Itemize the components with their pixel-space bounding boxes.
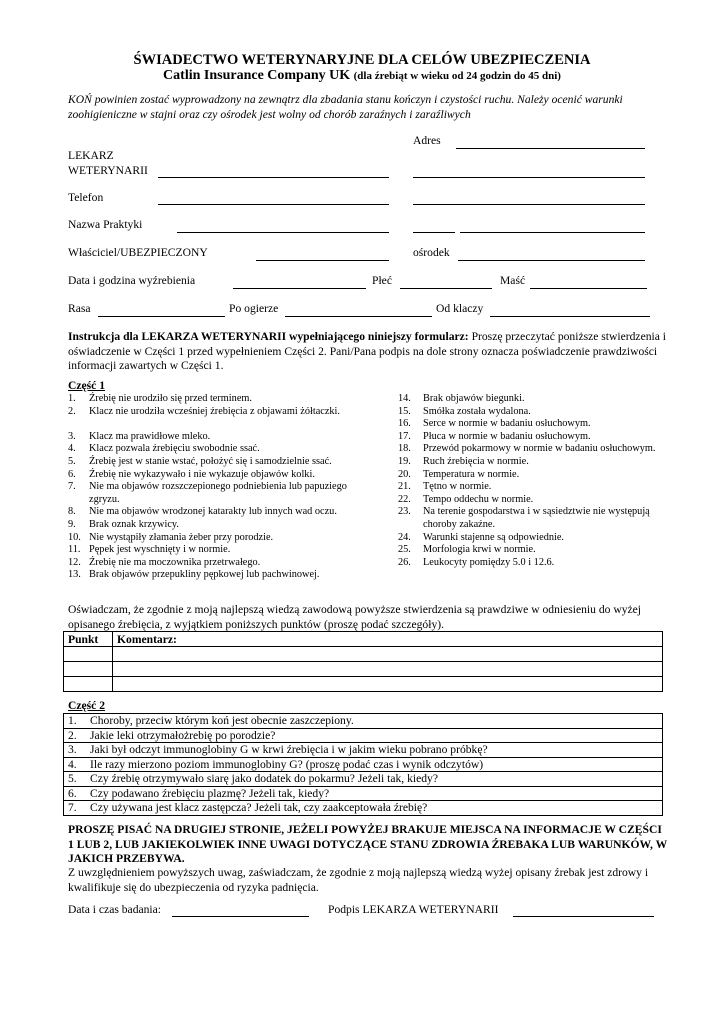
signature-field[interactable] [513, 916, 654, 917]
item-text: Brak oznak krzywicy. [89, 519, 179, 530]
part2-heading: Część 2 [68, 699, 106, 712]
part2-questions-table [63, 713, 663, 816]
list-item [68, 481, 368, 506]
item-text: Tętno w normie. [423, 481, 492, 493]
instruction-text [68, 330, 668, 374]
list-item [68, 406, 368, 419]
list-item [68, 393, 368, 406]
table-row [64, 757, 663, 772]
breed-field[interactable] [98, 316, 225, 317]
list-item [398, 418, 678, 431]
list-item [68, 557, 368, 570]
item-text: Nie wystąpiły złamania żeber przy porodzie. [89, 531, 274, 543]
item-number: 10. [68, 531, 81, 543]
item-number: 15. [398, 405, 411, 417]
table-row [64, 743, 663, 758]
foaling-field[interactable] [233, 288, 366, 289]
question-cell[interactable] [64, 757, 663, 772]
footer-notice: PROSZĘ PISAĆ NA DRUGIEJ STRONIE, JEŻELI POWYŻEJ BRAKUJE MIEJSCA NA INFORMACJE W CZĘŚCI 1 LUB 2, LUB JAKIEKOLWIEK INNE UWAGI DOTYCZĄCE STANU ZDROWIA ŹREBAKA LUB WARUNKÓW, W JAKICH PRZEBYWA. [68, 823, 668, 865]
item-text: Temperatura w normie. [423, 468, 520, 480]
item-number: 22. [398, 493, 411, 505]
item-text: Źrebię nie wykazywało i nie wykazuje objawów kolki. [89, 468, 315, 480]
item-text: Na terenie gospodarstwa i w sąsiedztwie nie występują choroby zakaźne. [423, 506, 650, 530]
list-item [398, 456, 678, 469]
practice-label: Nazwa Praktyki [68, 218, 143, 231]
list-item [398, 406, 678, 419]
comment-cell[interactable] [113, 662, 663, 677]
part1-heading: Część 1 [68, 379, 106, 392]
signature-label: Podpis LEKARZA WETERYNARII [328, 903, 499, 916]
question-text: Choroby, przeciw którym koń jest obecnie zaszczepiony. [90, 714, 354, 728]
item-number: 16. [398, 418, 411, 430]
question-number: 3. [68, 743, 77, 757]
list-item [68, 456, 368, 469]
item-number: 18. [398, 443, 411, 455]
list-item [398, 557, 678, 570]
item-text: Klacz nie urodziła wcześniej źrebięcia z objawami żółtaczki. [89, 405, 340, 417]
item-number: 2. [68, 405, 76, 417]
item-text: Przewód pokarmowy w normie w badaniu osłuchowym. [423, 443, 656, 455]
question-cell[interactable] [64, 714, 663, 729]
item-text: Tempo oddechu w normie. [423, 493, 534, 505]
item-number: 14. [398, 393, 411, 404]
question-number: 5. [68, 772, 77, 786]
question-text: Jaki był odczyt immunoglobiny G w krwi źrebięcia i w jakim wieku pobrano próbkę? [90, 743, 488, 757]
list-item [398, 494, 678, 507]
sire-field[interactable] [285, 316, 432, 317]
address-field-4a[interactable] [413, 232, 455, 233]
company-name: Catlin Insurance Company UK [163, 68, 351, 83]
item-text: Klacz pozwala źrebięciu swobodnie ssać. [89, 443, 260, 455]
question-cell[interactable] [64, 786, 663, 801]
table-row [64, 647, 663, 662]
col-point-header: Punkt [64, 632, 113, 647]
item-number: 21. [398, 481, 411, 493]
list-item [398, 506, 678, 531]
question-text: Jakie leki otrzymałożrebię po porodzie? [90, 728, 276, 742]
address-field-3[interactable] [413, 204, 645, 205]
item-number: 1. [68, 393, 76, 404]
item-text: Pępek jest wyschnięty i w normie. [89, 544, 231, 556]
question-number: 6. [68, 786, 77, 800]
table-row [64, 714, 663, 729]
sire-label: Po ogierze [229, 302, 279, 315]
breed-label: Rasa [68, 302, 91, 315]
item-number: 12. [68, 556, 81, 568]
address-label: Adres [413, 134, 441, 147]
question-text: Ile razy mierzono poziom immunoglobiny G? (proszę podać czas i wynik odczytów) [90, 757, 484, 771]
vet-label-line1: LEKARZ [68, 149, 114, 162]
address-field-4b[interactable] [460, 232, 645, 233]
list-item [398, 443, 678, 456]
foaling-label: Data i godzina wyźrebienia [68, 274, 196, 287]
list-item [68, 519, 368, 532]
table-row [64, 772, 663, 787]
question-cell[interactable] [64, 728, 663, 743]
color-field[interactable] [530, 288, 647, 289]
list-item [398, 431, 678, 444]
point-cell[interactable] [64, 677, 113, 692]
item-number: 3. [68, 430, 76, 442]
phone-field[interactable] [158, 204, 389, 205]
list-item [398, 393, 678, 406]
list-item [398, 544, 678, 557]
item-number: 6. [68, 468, 76, 480]
list-item [398, 469, 678, 482]
item-number: 4. [68, 443, 76, 455]
color-label: Maść [500, 274, 526, 287]
item-text: Morfologia krwi w normie. [423, 544, 536, 556]
address-field[interactable] [456, 148, 645, 149]
part1-declaration: Oświadczam, że zgodnie z moją najlepszą wiedzą zawodową powyższe stwierdzenia są prawdziwe w odniesieniu do wyżej opisanego źrebięcia, z wyjątkiem poniższych punktów (proszę podać szczegóły). [68, 603, 642, 631]
table-row [64, 801, 663, 816]
exam-date-field[interactable] [172, 916, 309, 917]
table-row [64, 677, 663, 692]
item-text: Leukocyty pomiędzy 5.0 i 12.6. [423, 556, 555, 568]
question-text: Czy używana jest klacz zastępcza? Jeżeli tak, czy zaakceptowała źrebię? [90, 801, 428, 815]
table-row [64, 728, 663, 743]
instruction-body: Proszę przeczytać poniższe stwierdzenia i oświadczenie w Części 1 przed wypełnieniem Części 2. Pani/Pana podpis na dole strony oznacza poświadczenie prawdziwości informacji zawartych w Części 1. [68, 330, 666, 372]
phone-label: Telefon [68, 191, 104, 204]
list-item [398, 481, 678, 494]
list-item [68, 544, 368, 557]
table-row [64, 786, 663, 801]
vet-label-line2: WETERYNARII [68, 164, 148, 177]
item-text: Nie ma objawów rozszczepionego podniebienia lub papuziego zgryzu. [89, 481, 347, 505]
comment-cell[interactable] [113, 647, 663, 662]
item-text: Płuca w normie w badaniu osłuchowym. [423, 430, 591, 442]
center-field[interactable] [458, 260, 645, 261]
list-item [68, 506, 368, 519]
list-item [68, 431, 368, 444]
item-number: 26. [398, 556, 411, 568]
list-item [68, 532, 368, 545]
item-text: Ruch źrebięcia w normie. [423, 456, 529, 467]
document-subtitle [0, 68, 724, 84]
item-number: 11. [68, 544, 81, 556]
col-comment-header: Komentarz: [113, 632, 663, 647]
item-text: Klacz ma prawidłowe mleko. [89, 430, 211, 442]
list-item [68, 469, 368, 482]
dam-label: Od klaczy [436, 302, 484, 315]
item-number: 17. [398, 430, 411, 442]
question-cell[interactable] [64, 743, 663, 758]
item-text: Źrebię jest w stanie wstać, położyć się i samodzielnie ssać. [89, 456, 332, 467]
point-cell[interactable] [64, 662, 113, 677]
center-label: ośrodek [413, 246, 450, 259]
table-row [64, 662, 663, 677]
item-number: 25. [398, 544, 411, 556]
document-title: ŚWIADECTWO WETERYNARYJNE DLA CELÓW UBEZPIECZENIA [133, 52, 591, 68]
item-text: Brak objawów przepukliny pępkowej lub pachwinowej. [89, 569, 320, 581]
footer-statement: Z uwzględnieniem powyższych uwag, zaświadczam, że zgodnie z moją najlepszą wiedzą wyżej opisany źrebak jest zdrowy i kwalifikuje się do ubezpieczenia od ryzyka padnięcia. [68, 866, 649, 894]
instruction-bold: Instrukcja dla LEKARZA WETERYNARII wypełniającego niniejszy formularz: [68, 330, 469, 343]
item-text: Warunki stajenne są odpowiednie. [423, 531, 564, 543]
exam-date-label: Data i czas badania: [68, 903, 162, 916]
item-number: 8. [68, 506, 76, 518]
item-text: Serce w normie w badaniu osłuchowym. [423, 418, 591, 430]
item-number: 13. [68, 569, 81, 581]
question-text: Czy źrebię otrzymywało siarę jako dodatek do pokarmu? Jeżeli tak, kiedy? [90, 772, 439, 786]
question-number: 2. [68, 728, 77, 742]
item-number: 9. [68, 519, 76, 530]
item-number: 7. [68, 481, 76, 493]
list-item [398, 532, 678, 545]
point-cell[interactable] [64, 647, 113, 662]
question-number: 1. [68, 714, 77, 728]
item-number: 24. [398, 531, 411, 543]
intro-text: KOŃ powinien zostać wyprowadzony na zewnątrz dla zbadania stanu kończyn i czystości ruchu. Należy ocenić warunki zoohigieniczne w stajni oraz czy ośrodek jest wolny od chorób zaraźnych i zaraźliwych [68, 93, 623, 121]
vet-name-field[interactable] [158, 177, 389, 178]
question-number: 4. [68, 757, 77, 771]
item-text: Brak objawów biegunki. [423, 393, 525, 404]
dam-field[interactable] [490, 316, 650, 317]
comment-cell[interactable] [113, 677, 663, 692]
item-text: Smółka została wydalona. [423, 405, 531, 417]
item-number: 5. [68, 456, 76, 467]
question-number: 7. [68, 801, 77, 815]
practice-field[interactable] [177, 232, 389, 233]
company-note: (dla źrebiąt w wieku od 24 godzin do 45 dni) [353, 70, 561, 82]
owner-field[interactable] [256, 260, 389, 261]
list-item [68, 443, 368, 456]
item-number: 20. [398, 468, 411, 480]
item-text: Nie ma objawów wrodzonej katarakty lub innych wad oczu. [89, 506, 337, 518]
exceptions-table [63, 631, 663, 692]
question-cell[interactable] [64, 772, 663, 787]
sex-label: Płeć [372, 274, 392, 287]
sex-field[interactable] [400, 288, 492, 289]
question-text: Czy podawano źrebięciu plazmę? Jeżeli tak, kiedy? [90, 786, 330, 800]
item-text: Źrebię nie ma moczownika przetrwałego. [89, 556, 261, 568]
item-text: Źrebię nie urodziło się przed terminem. [89, 393, 252, 404]
address-field-2[interactable] [413, 177, 645, 178]
owner-label: Właściciel/UBEZPIECZONY [68, 246, 208, 259]
list-item [68, 569, 368, 582]
question-cell[interactable] [64, 801, 663, 816]
item-number: 19. [398, 456, 411, 467]
item-number: 23. [398, 506, 411, 518]
